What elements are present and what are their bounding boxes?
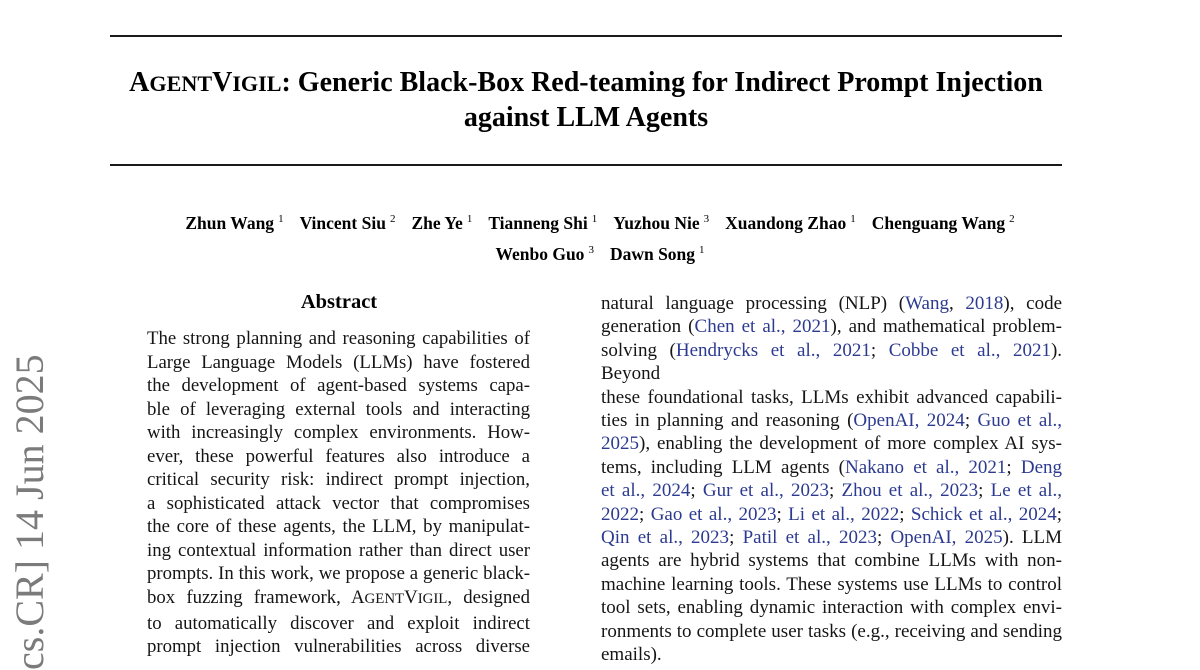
text-run: : Generic Black-Box Red-teaming for Indirect Prompt Injection [281,67,1043,98]
citation-link[interactable]: Patil et al., 2023 [742,527,877,549]
citation-link[interactable]: Nakano et al., 2021 [844,456,1007,478]
paper-title-line1 [110,66,1062,101]
text-line [147,468,530,492]
citation-link[interactable]: et al., 2024 [601,480,691,502]
author-affiliation-number: 3 [703,213,710,225]
arxiv-watermark: cs.CR] 14 Jun 2025 [7,354,52,670]
author-affiliation-number: 1 [850,213,856,225]
author-row-1 [74,206,1126,237]
text-run: the core of these agents, the LLM, by manipulat- [147,516,530,538]
text-run: ; [729,527,743,549]
author-name: Chenguang Wang $^2$ [871,212,1015,233]
citation-link[interactable]: OpenAI, 2024 [853,410,965,432]
author-affiliation-number: 1 [699,244,705,257]
author-name: Vincent Siu $^2$ [299,212,396,233]
smallcaps-text: VIGIL [212,67,282,98]
text-run: ble of leveraging external tools and interacting [147,398,530,420]
text-run: The strong planning and reasoning capabilities of [147,328,530,349]
citation-link[interactable]: Gao et al., 2023 [650,503,777,525]
text-run: ; [690,480,703,502]
text-line [601,503,1062,526]
text-run: ties in planning and reasoning ( [601,410,854,432]
text-run: ronments to complete user tasks (e.g., receiving and sending [601,620,1062,642]
text-line [601,315,1062,338]
text-run: prompt injection vulnerabilities across diverse [147,636,530,658]
citation-link[interactable]: Schick et al., 2024 [910,503,1057,525]
citation-link[interactable]: Gur et al., 2023 [702,480,829,502]
abstract-heading: Abstract [300,291,378,313]
citation-link[interactable]: Qin et al., 2023 [601,527,730,549]
smallcaps-text: AGENT [350,587,405,609]
author-affiliation-number: 3 [588,244,594,257]
text-line [147,398,530,422]
introduction-text-column [601,292,1062,667]
citation-link[interactable]: Guo et al., [977,410,1063,432]
text-run: the development of agent-based systems capa- [147,375,530,397]
abstract-body [147,327,530,659]
text-line [147,351,530,375]
text-run: ; [899,503,911,525]
author-list [74,206,1126,269]
text-run: prompts. In this work, we propose a generic black- [147,563,530,585]
author-affiliation-number: 1 [591,213,598,225]
author-affiliation-number: 2 [389,213,396,225]
text-run: ; [1006,456,1021,478]
citation-link[interactable]: Li et al., 2022 [788,503,900,525]
text-run: ; [639,503,651,525]
citation-link[interactable]: Zhou et al., 2023 [841,480,979,502]
text-line [147,421,530,445]
text-run: critical security risk: indirect prompt injection, [147,469,530,491]
text-run: machine learning tools. These systems use LLMs to control [601,573,1062,595]
text-run: ). LLM [1002,527,1063,549]
smallcaps-text: VIGIL [404,587,448,609]
text-line [147,492,530,516]
author-affiliation-number: 1 [278,213,284,225]
text-line [147,327,530,351]
text-line [601,549,1062,572]
author-row-2 [74,237,1126,268]
text-run: ; [870,339,889,361]
citation-link[interactable]: Hendrycks et al., 2021 [675,339,871,361]
text-run: natural language processing (NLP) ( [601,293,906,314]
paper-title-line2: against LLM Agents [463,102,709,133]
text-line [601,596,1062,619]
citation-link[interactable]: 2022 [601,503,639,525]
smallcaps-text: AGENT [129,67,213,98]
text-line [601,479,1062,502]
author-affiliation-number: 1 [466,213,473,225]
text-run: ), code [1003,293,1063,314]
text-line [147,635,530,659]
text-line [601,339,1062,386]
author-name: Xuandong Zhao $^1$ [725,212,856,233]
text-line [147,562,530,586]
text-run: with increasingly complex environments. How- [147,422,530,444]
citation-link[interactable]: Wang [905,293,949,314]
text-line [601,620,1062,643]
text-run: emails). [601,644,662,666]
text-line [601,643,1062,666]
header-rule-bottom [110,164,1062,166]
text-run: ). Beyond [601,339,1063,385]
text-run: to automatically discover and exploit indirect [147,612,530,634]
text-line [601,456,1062,479]
text-run: ; [828,480,842,502]
citation-link[interactable]: 2025 [601,433,639,455]
text-run: ever, these powerful features also introduce a [147,445,530,467]
text-run: ), enabling the development of more complex AI sys- [639,433,1062,455]
author-name: Yuzhou Nie $^3$ [613,212,710,233]
text-run: ; [978,480,991,502]
paper-title [110,66,1062,135]
text-line [601,526,1062,549]
author-affiliation-number: 2 [1009,213,1015,225]
text-run: tool sets, enabling dynamic interaction with complex envi- [601,597,1062,619]
text-run: generation ( [601,316,695,338]
text-run: ; [1056,503,1063,525]
header-rule-top [110,35,1062,37]
text-run: a sophisticated attack vector that compromises [147,492,530,514]
text-run: Large Language Models (LLMs) have fostered [147,351,530,373]
text-line [601,409,1062,432]
citation-link[interactable]: Chen et al., 2021 [694,316,831,338]
author-name: Tianneng Shi $^1$ [488,212,598,233]
text-run: ; [776,503,789,525]
text-line [147,612,530,636]
citation-link[interactable]: 2018 [965,293,1004,314]
text-run: ; [876,527,891,549]
text-run: , designed [447,587,530,609]
author-name: Zhe Ye $^1$ [411,212,473,233]
citation-link[interactable]: Le et al., [990,480,1063,502]
text-line [147,374,530,398]
text-run: box fuzzing framework, [147,587,351,609]
left-column [110,290,568,659]
text-run: ing contextual information rather than direct user [147,539,530,561]
text-run: solving ( [601,339,676,361]
citation-link[interactable]: Deng [1020,456,1063,478]
citation-link[interactable]: Cobbe et al., 2021 [888,339,1051,361]
text-line [147,586,530,612]
text-run: ), and mathematical problem- [830,316,1063,338]
text-line [147,515,530,539]
author-name: Wenbo Guo $^3$ [495,244,594,265]
author-name: Zhun Wang $^1$ [185,212,284,233]
text-run: , [948,293,966,314]
text-line [147,539,530,563]
text-run: ; [964,410,978,432]
text-run: tems, including LLM agents ( [601,456,845,478]
text-line [601,386,1062,409]
citation-link[interactable]: OpenAI, 2025 [890,527,1003,549]
text-line [147,445,530,469]
text-run: agents are hybrid systems that combine LLMs with non- [601,550,1062,572]
text-line [601,573,1062,596]
author-name: Dawn Song $^1$ [609,244,705,265]
text-line [601,432,1062,455]
text-run: these foundational tasks, LLMs exhibit advanced capabili- [601,386,1062,408]
text-line [601,292,1062,315]
